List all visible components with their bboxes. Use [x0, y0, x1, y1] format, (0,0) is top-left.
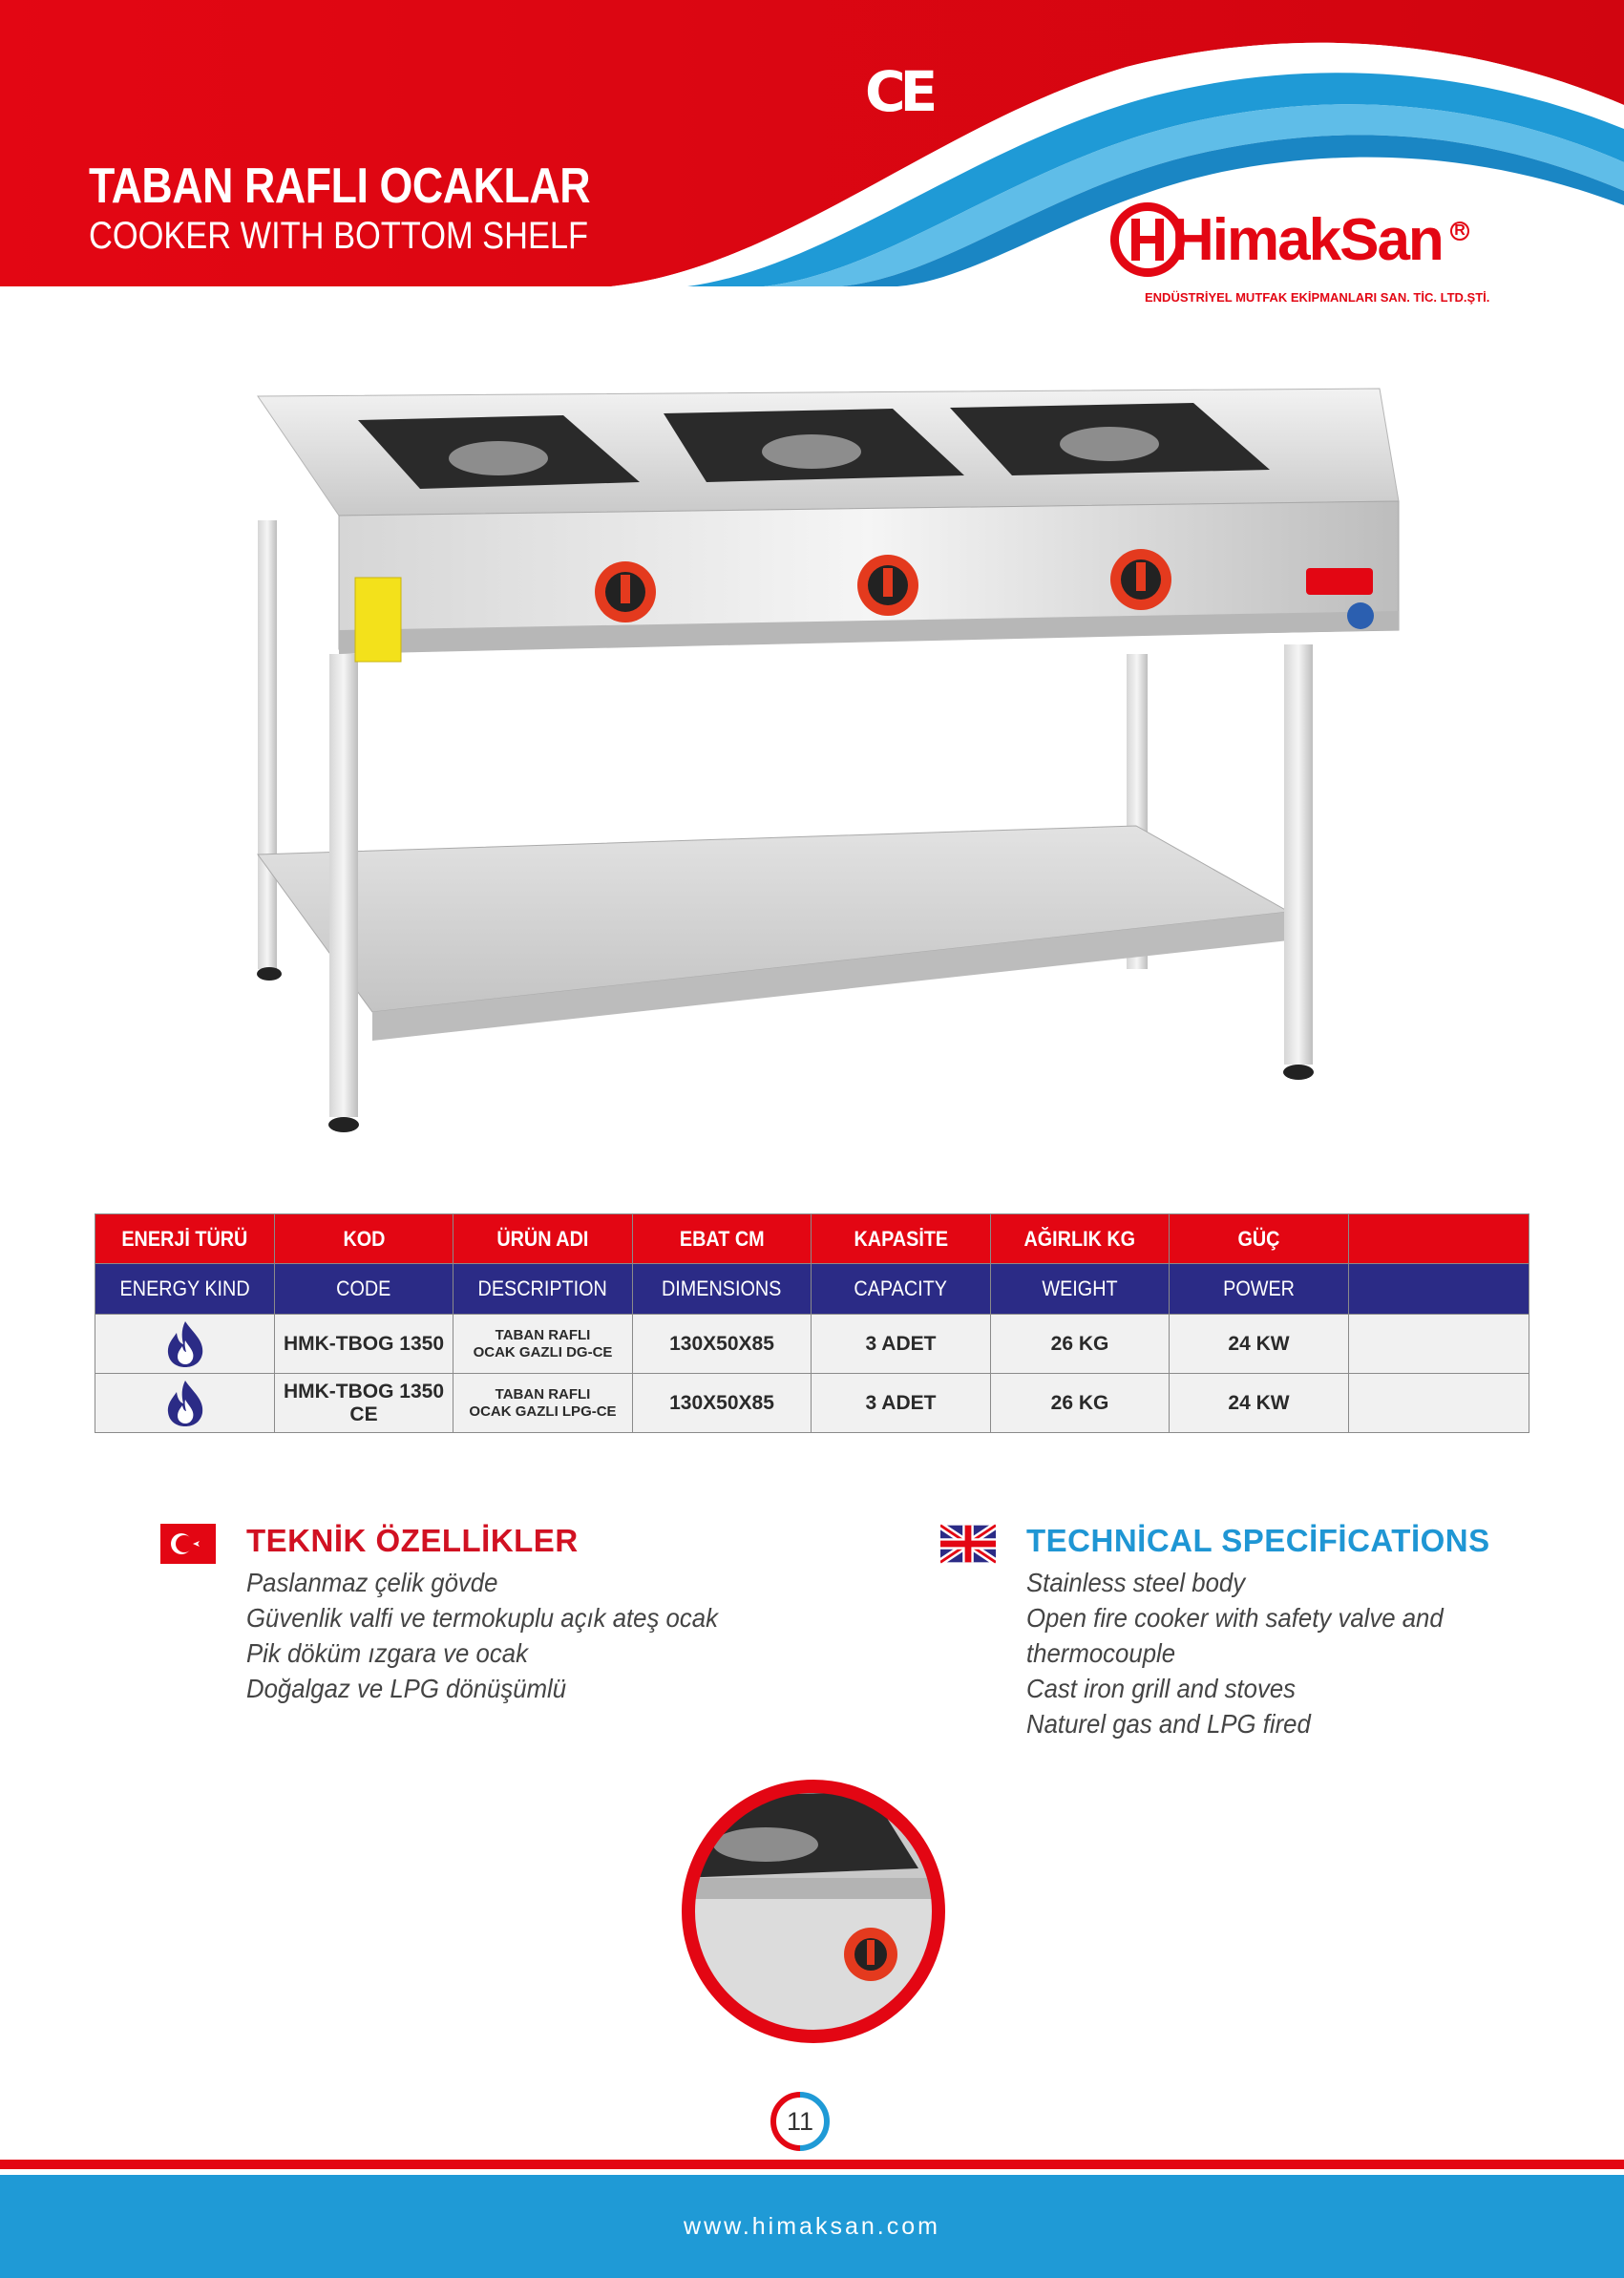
- title-english: COOKER WITH BOTTOM SHELF: [89, 215, 589, 257]
- header-capacity-tr: KAPASİTE: [812, 1214, 991, 1264]
- logo-subtitle: ENDÜSTRİYEL MUTFAK EKİPMANLARI SAN. TİC. LTD.ŞTİ.: [1145, 290, 1490, 305]
- description-cell: TABAN RAFLI OCAK GAZLI LPG-CE: [453, 1374, 633, 1433]
- capacity-cell: 3 ADET: [812, 1374, 991, 1433]
- page-footer: [0, 2175, 1624, 2278]
- specifications-table: [95, 1213, 1529, 1433]
- list-item: Güvenlik valfi ve termokuplu açık ateş ocak: [246, 1603, 718, 1633]
- features-list-en: [1026, 1565, 1490, 1741]
- list-item: Open fire cooker with safety valve and: [1026, 1603, 1444, 1633]
- features-title-tr: TEKNİK ÖZELLİKLER: [246, 1523, 579, 1558]
- burner-detail-image: [680, 1778, 947, 2045]
- header-name-tr: ÜRÜN ADI: [453, 1214, 633, 1264]
- page-header: [0, 0, 1624, 305]
- ce-mark-icon: CE: [865, 59, 933, 124]
- header-energy-en: ENERGY KIND: [95, 1264, 275, 1315]
- header-capacity-en: CAPACITY: [812, 1264, 991, 1315]
- list-item: Stainless steel body: [1026, 1568, 1246, 1597]
- features-title-en: TECHNİCAL SPECİFİCATİONS: [1026, 1523, 1490, 1558]
- list-item: thermocouple: [1026, 1638, 1176, 1668]
- registered-mark: R: [1450, 221, 1469, 241]
- header-weight-tr: AĞIRLIK KG: [991, 1214, 1170, 1264]
- header-power-tr: GÜÇ: [1170, 1214, 1349, 1264]
- header-size-en: DIMENSIONS: [633, 1264, 812, 1315]
- header-code-en: CODE: [275, 1264, 453, 1315]
- dimensions-cell: 130X50X85: [633, 1374, 812, 1433]
- table-row: [95, 1374, 1529, 1433]
- logo-name: HimakSan: [1171, 207, 1443, 273]
- code-cell: HMK-TBOG 1350: [275, 1315, 453, 1374]
- gas-flame-icon: [164, 1319, 206, 1369]
- energy-cell: [95, 1374, 275, 1433]
- dimensions-cell: 130X50X85: [633, 1315, 812, 1374]
- gas-flame-icon: [164, 1379, 206, 1428]
- header-weight-en: WEIGHT: [991, 1264, 1170, 1315]
- product-image: [239, 377, 1403, 1160]
- himaksan-logo: [1110, 202, 1490, 307]
- list-item: Doğalgaz ve LPG dönüşümlü: [246, 1674, 567, 1703]
- technical-features-english: [1026, 1523, 1490, 1741]
- header-energy-tr: ENERJİ TÜRÜ: [95, 1214, 275, 1264]
- title-turkish: TABAN RAFLI OCAKLAR: [89, 158, 591, 214]
- code-cell: HMK-TBOG 1350 CE: [275, 1374, 453, 1433]
- header-size-tr: EBAT CM: [633, 1214, 812, 1264]
- list-item: Paslanmaz çelik gövde: [246, 1568, 498, 1597]
- table-header-turkish: [95, 1214, 1529, 1264]
- header-power-en: POWER: [1170, 1264, 1349, 1315]
- website-link[interactable]: www.himaksan.com: [684, 2213, 940, 2240]
- description-cell: TABAN RAFLI OCAK GAZLI DG-CE: [453, 1315, 633, 1374]
- weight-cell: 26 KG: [991, 1374, 1170, 1433]
- energy-cell: [95, 1315, 275, 1374]
- list-item: Pik döküm ızgara ve ocak: [246, 1638, 528, 1668]
- capacity-cell: 3 ADET: [812, 1315, 991, 1374]
- technical-features-turkish: [246, 1523, 759, 1706]
- page-number-badge: [768, 2089, 833, 2154]
- power-cell: 24 KW: [1170, 1374, 1349, 1433]
- extra-cell: [1349, 1374, 1529, 1433]
- list-item: Cast iron grill and stoves: [1026, 1674, 1297, 1703]
- page-title-block: [89, 158, 672, 258]
- footer-red-stripe: [0, 2160, 1624, 2169]
- header-code-tr: KOD: [275, 1214, 453, 1264]
- table-header-english: [95, 1264, 1529, 1315]
- header-name-en: DESCRIPTION: [453, 1264, 633, 1315]
- header-extra-tr: [1349, 1214, 1529, 1264]
- extra-cell: [1349, 1315, 1529, 1374]
- features-list-tr: [246, 1565, 759, 1706]
- weight-cell: 26 KG: [991, 1315, 1170, 1374]
- list-item: Naturel gas and LPG fired: [1026, 1709, 1311, 1739]
- turkey-flag-icon: [160, 1524, 216, 1564]
- uk-flag-icon: [940, 1524, 996, 1564]
- table-row: [95, 1315, 1529, 1374]
- power-cell: 24 KW: [1170, 1315, 1349, 1374]
- page-number: 11: [786, 2107, 814, 2136]
- header-extra-en: [1349, 1264, 1529, 1315]
